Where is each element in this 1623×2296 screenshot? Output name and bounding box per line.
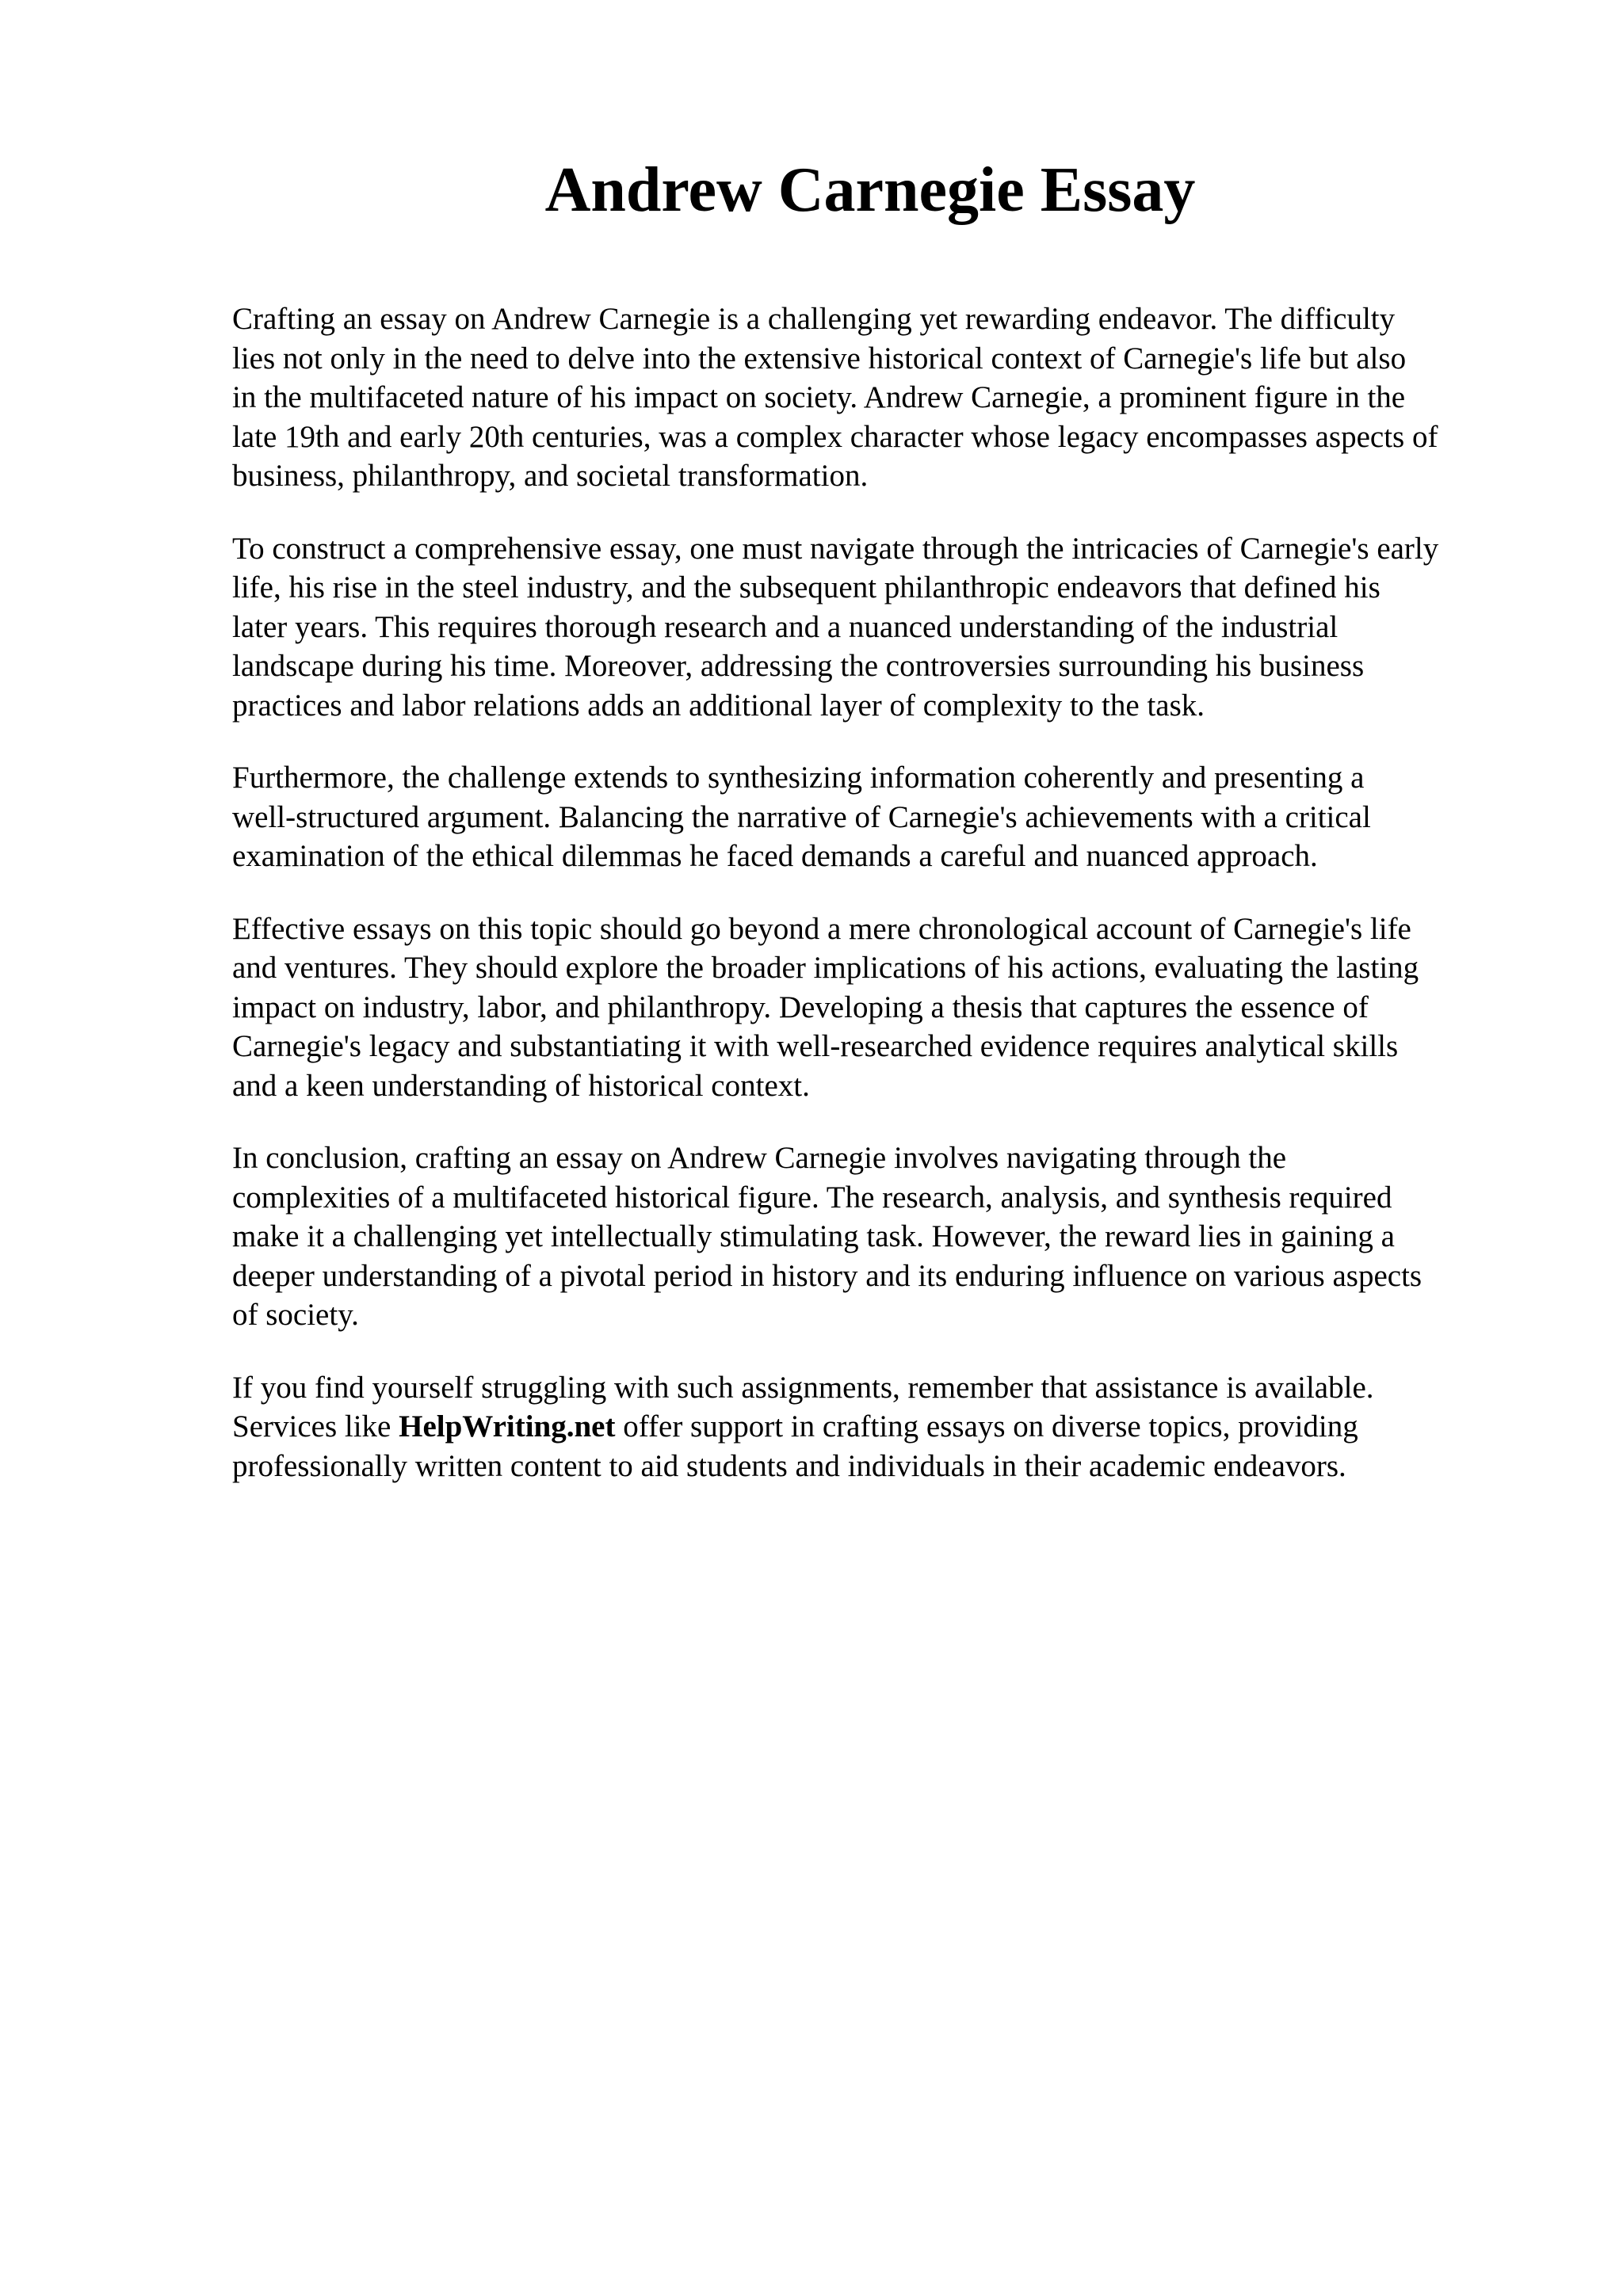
text-line: Carnegie's legacy and substantiating it with well-researched evidence requires analytical skills bbox=[232, 1029, 1399, 1063]
text-line: Crafting an essay on Andrew Carnegie is a challenging yet rewarding endeavor. The difficulty bbox=[232, 302, 1396, 336]
text-line: life, his rise in the steel industry, and the subsequent philanthropic endeavors that defined his bbox=[232, 570, 1381, 605]
paragraph-effective-essays bbox=[232, 910, 1548, 1106]
text-line: later years. This requires thorough research and a nuanced understanding of the industrial bbox=[232, 609, 1338, 644]
text-line: To construct a comprehensive essay, one must navigate through the intricacies of Carnegie's early bbox=[232, 531, 1439, 566]
text-line: If you find yourself struggling with such assignments, remember that assistance is available. bbox=[232, 1370, 1374, 1405]
text-line: Effective essays on this topic should go beyond a mere chronological account of Carnegie's life bbox=[232, 911, 1411, 946]
text-line: make it a challenging yet intellectually stimulating task. However, the reward lies in gaining a bbox=[232, 1219, 1395, 1253]
text-line: well-structured argument. Balancing the narrative of Carnegie's achievements with a critical bbox=[232, 799, 1371, 834]
services-suffix: offer support in crafting essays on diverse topics, providing bbox=[615, 1409, 1358, 1444]
text-line: and a keen understanding of historical context. bbox=[232, 1068, 810, 1103]
text-line: deeper understanding of a pivotal period in history and its enduring influence on various aspects bbox=[232, 1258, 1423, 1293]
text-line: examination of the ethical dilemmas he faced demands a careful and nuanced approach. bbox=[232, 839, 1318, 873]
text-line-with-link bbox=[232, 1407, 1548, 1447]
text-line: business, philanthropy, and societal transformation. bbox=[232, 459, 869, 493]
text-line: of society. bbox=[232, 1298, 359, 1332]
paragraph-synthesis bbox=[232, 758, 1548, 876]
text-line: late 19th and early 20th centuries, was a complex character whose legacy encompasses aspects of bbox=[232, 419, 1438, 454]
text-line: professionally written content to aid students and individuals in their academic endeavors. bbox=[232, 1448, 1346, 1483]
essay-body bbox=[232, 299, 1548, 1519]
page-title: Andrew Carnegie Essay bbox=[544, 155, 1196, 225]
text-line: in the multifaceted nature of his impact on society. Andrew Carnegie, a prominent figure in the bbox=[232, 380, 1406, 414]
text-line: In conclusion, crafting an essay on Andrew Carnegie involves navigating through the bbox=[232, 1141, 1286, 1175]
services-prefix: Services like bbox=[232, 1409, 399, 1444]
paragraph-intro bbox=[232, 299, 1548, 496]
text-line: impact on industry, labor, and philanthropy. Developing a thesis that captures the essence of bbox=[232, 990, 1369, 1024]
text-line: and ventures. They should explore the broader implications of his actions, evaluating the lasting bbox=[232, 951, 1419, 985]
text-line: lies not only in the need to delve into the extensive historical context of Carnegie's life but also bbox=[232, 341, 1407, 376]
paragraph-closing bbox=[232, 1368, 1548, 1486]
text-line: Furthermore, the challenge extends to synthesizing information coherently and presenting a bbox=[232, 761, 1365, 795]
text-line: practices and labor relations adds an additional layer of complexity to the task. bbox=[232, 688, 1205, 723]
paragraph-conclusion bbox=[232, 1138, 1548, 1335]
helpwriting-brand: HelpWriting.net bbox=[399, 1409, 616, 1444]
paragraph-research bbox=[232, 529, 1548, 726]
text-line: complexities of a multifaceted historical figure. The research, analysis, and synthesis required bbox=[232, 1180, 1392, 1215]
text-line: landscape during his time. Moreover, addressing the controversies surrounding his business bbox=[232, 649, 1365, 683]
